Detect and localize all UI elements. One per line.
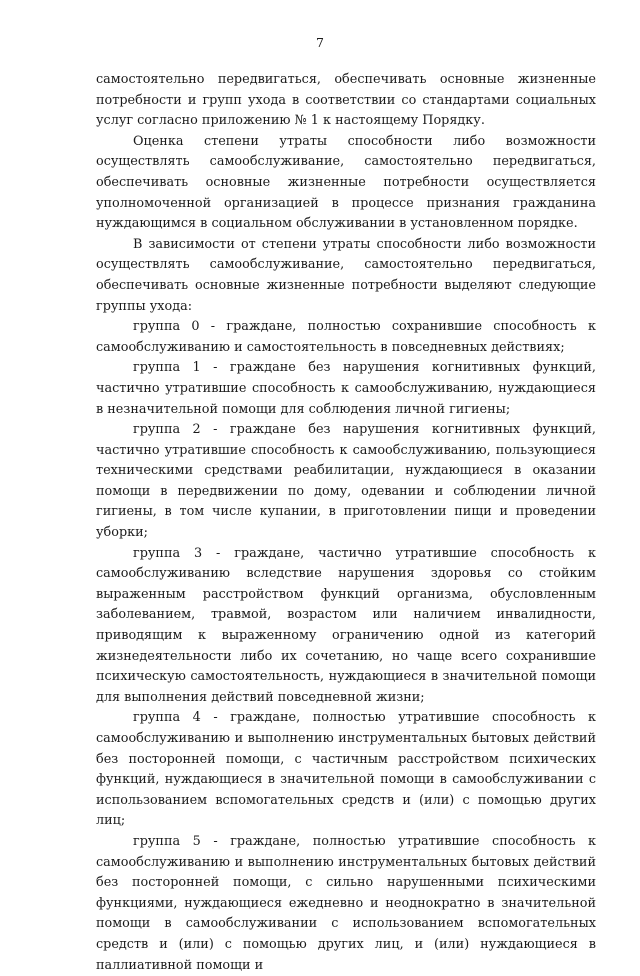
paragraph-group-0: группа 0 - граждане, полностью сохранившие способность к самообслуживанию и самостоятельность в повседневных действиях; [96,319,596,355]
paragraph-group-4: группа 4 - граждане, полностью утратившие способность к самообслуживанию и выполнению инструментальных бытовых действий без посторонней помощи, с частичным расстройством психических функций, нуждающиеся в значительной помощи в самообслуживании с использованием вспомогательных средств и (или) с помощью других лиц; [96,710,596,829]
page-number: 7 [316,35,324,50]
document-body [96,70,596,976]
paragraph-group-3: группа 3 - граждане, частично утратившие способность к самообслуживанию вследствие нарушения здоровья со стойким выраженным расстройством функций организма, обусловленным заболеванием, травмой, возрастом или наличием инвалидности, приводящим к выраженному ограничению одной из категорий жизнедеятельности либо их сочетанию, но чаще всего сохранившие психическую самостоятельность, нуждающиеся в значительной помощи для выполнения действий повседневной жизни; [96,545,596,705]
paragraph-assessment: Оценка степени утраты способности либо возможности осуществлять самообслуживание, самостоятельно передвигаться, обеспечивать основные жизненные потребности осуществляется уполномоченной организацией в процессе признания гражданина нуждающимся в социальном обслуживании в установленном порядке. [96,133,596,232]
paragraph-continuation: самостоятельно передвигаться, обеспечивать основные жизненные потребности и групп ухода в соответствии со стандартами социальных услуг согласно приложению № 1 к настоящему Порядку. [96,72,596,129]
paragraph-group-1: группа 1 - граждане без нарушения когнитивных функций, частично утратившие способность к самообслуживанию, нуждающиеся в незначительной помощи для соблюдения личной гигиены; [96,360,596,417]
paragraph-care-groups-intro: В зависимости от степени утраты способности либо возможности осуществлять самообслуживание, самостоятельно передвигаться, обеспечивать основные жизненные потребности выделяют следующие группы ухода: [96,236,596,314]
paragraph-group-5: группа 5 - граждане, полностью утратившие способность к самообслуживанию и выполнению инструментальных бытовых действий без посторонней помощи, с сильно нарушенными психическими функциями, нуждающиеся ежедневно и неоднократно в значительной помощи в самообслуживании с использованием вспомогательных средств и (или) с помощью других лиц, и (или) нуждающиеся в паллиативной помощи и [96,833,596,973]
paragraph-group-2: группа 2 - граждане без нарушения когнитивных функций, частично утратившие способность к самообслуживанию, пользующиеся техническими средствами реабилитации, нуждающиеся в оказании помощи в передвижении по дому, одевании и соблюдении личной гигиены, в том числе купании, в приготовлении пищи и проведении уборки; [96,422,596,541]
